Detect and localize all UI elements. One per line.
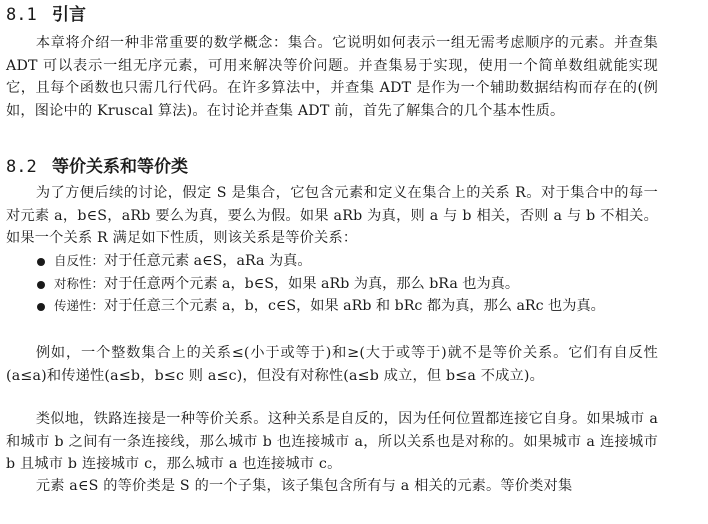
property-text: 对于任意两个元素 a，b∈S，如果 aRb 为真，那么 bRa 也为真。 xyxy=(104,275,520,292)
intro-paragraph xyxy=(6,32,658,122)
section-number: 8.2 xyxy=(6,157,37,177)
property-list xyxy=(36,250,658,318)
list-item xyxy=(36,295,658,318)
section-number: 8.1 xyxy=(6,5,37,25)
property-label: 对称性： xyxy=(54,275,105,291)
bullet-icon xyxy=(37,281,45,289)
section-title: 等价关系和等价类 xyxy=(52,157,188,177)
example-paragraph xyxy=(6,342,658,387)
section-title: 引言 xyxy=(52,5,86,25)
definition-paragraph xyxy=(6,182,658,250)
paragraph-text: 为了方便后续的讨论，假定 S 是集合，它包含元素和定义在集合上的关系 R。对于集合中的每一对元素 a，b∈S，aRb 要么为真，要么为假。如果 aRb 为真，则 a 与 b 相关，否则 a 与 b 不相关。如果一个关系 R 满足如下性质，则该关系是等价关系： xyxy=(6,185,658,247)
property-label: 传递性： xyxy=(54,298,105,314)
paragraph-text: 例如，一个整数集合上的关系≤(小于或等于)和≥(大于或等于)就不是等价关系。它们有自反性(a≤a)和传递性(a≤b，b≤c 则 a≤c)，但没有对称性(a≤b 成立，但 b≤a 不成立)。 xyxy=(6,345,658,384)
paragraph-text: 本章将介绍一种非常重要的数学概念：集合。它说明如何表示一组无需考虑顺序的元素。并查集 ADT 可以表示一组无序元素，可用来解决等价问题。并查集易于实现，使用一个简单数组就能实现它，且每个函数也只需几行代码。在许多算法中，并查集 ADT 是作为一个辅助数据结构而存在的(例如，图论中的 Kruscal 算法)。在讨论并查集 ADT 前，首先了解集合的几个基本性质。 xyxy=(6,35,658,119)
railway-paragraph xyxy=(6,408,658,476)
property-label: 自反性： xyxy=(54,253,105,268)
bullet-icon xyxy=(37,258,45,266)
paragraph-text: 类似地，铁路连接是一种等价关系。这种关系是自反的，因为任何位置都连接它自身。如果城市 a 和城市 b 之间有一条连接线，那么城市 b 也连接城市 a，所以关系也是对称的。如果城市 a 连接城市 b 且城市 b 连接城市 c，那么城市 a 也连接城市 c。 xyxy=(6,411,658,473)
section-heading-8-1 xyxy=(6,4,86,26)
paragraph-text: 元素 a∈S 的等价类是 S 的一个子集，该子集包含所有与 a 相关的元素。等价类对集 xyxy=(35,478,573,494)
property-text: 对于任意三个元素 a，b，c∈S，如果 aRb 和 bRc 都为真，那么 aRc 也为真。 xyxy=(104,298,605,315)
list-item xyxy=(36,273,658,296)
equivalence-class-paragraph xyxy=(6,475,658,498)
section-heading-8-2 xyxy=(6,156,188,178)
property-text: 对于任意元素 a∈S，aRa 为真。 xyxy=(104,253,312,269)
list-item xyxy=(36,250,658,273)
bullet-icon xyxy=(37,303,45,311)
